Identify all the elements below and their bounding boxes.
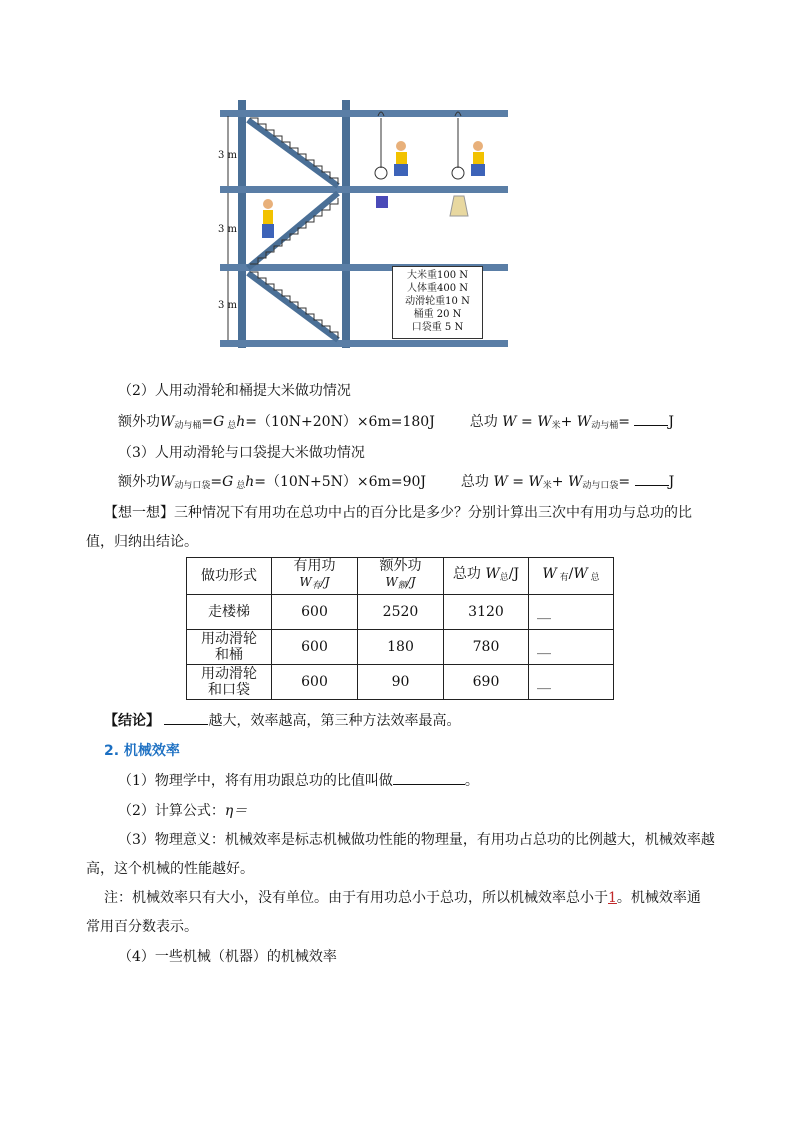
useful-cell: 600 [272,595,358,630]
weights-legend [392,266,483,339]
legend-line: 动滑轮重10 N [405,296,470,307]
row-label: 走楼梯 [187,595,272,630]
note-line-2: 常用百分数表示。 [86,919,198,935]
formula-label: （2）计算公式： [118,803,225,819]
legend-line: 大米重100 N [406,270,468,281]
ratio-cell[interactable]: __ [529,665,614,700]
total-cell: 780 [444,630,529,665]
table-row [187,665,614,700]
note-text: 注：机械效率只有大小，没有单位。由于有用功总小于总功，所以机械效率总小于 [104,890,608,906]
eta-symbol: η＝ [224,803,248,819]
formula-line [118,800,247,820]
meaning-line-1: （3）物理意义：机械效率是标志机械做功性能的物理量，有用功占总功的比例越大，机械效率越 [118,832,715,848]
table-row [187,630,614,665]
table-row [187,595,614,630]
examples-line: （4）一些机械（机器）的机械效率 [118,949,337,965]
conclusion-label: 【结论】 [104,713,160,729]
ratio-cell[interactable]: __ [529,630,614,665]
conclusion-text: 越大，效率越高，第三种方法效率最高。 [208,713,461,729]
work-table [186,557,614,700]
extra-cell: 2520 [358,595,444,630]
case3-title: （3）人用动滑轮与口袋提大米做功情况 [118,445,365,461]
header-cell: W $_有$/W $_总$ [529,558,614,595]
row-label: 用动滑轮 和桶 [187,630,272,665]
definition-text: （1）物理学中，将有用功跟总功的比值叫做 [118,773,393,789]
ratio-cell[interactable]: __ [529,595,614,630]
meaning-line-2: 高，这个机械的性能越好。 [86,861,254,877]
case3-extra-formula: （10N+5N）×6m=90J [265,474,426,490]
definition-blank[interactable] [393,772,465,785]
header-cell: 做功形式 [187,558,272,595]
case3-formula-line: 额外功$W_{动与口袋}=G$ $_总$h=（10N+5N）×6m=90J 总功 $W = W_米+ W_{动与口袋}= J$ [118,474,675,491]
useful-cell: 600 [272,630,358,665]
case2-total-label: 总功 [469,414,498,430]
case3-extra-prefix: 额外功 [118,474,160,490]
case2-extra-formula: （10N+20N）×6m=180J [256,414,435,430]
section-heading: 2. 机械效率 [104,743,180,759]
case2-total-unit: J [668,414,675,430]
conclusion-line [104,710,460,730]
definition-line [118,770,479,790]
row-label: 用动滑轮 和口袋 [187,665,272,700]
case3-total-unit: J [668,474,675,490]
height-label-bottom: 3 m [218,300,238,311]
case2-title: （2）人用动滑轮和桶提大米做功情况 [118,383,351,399]
case2-formula-line: 额外功$W_{动与桶}=G$ $_总$h=（10N+20N）×6m=180J 总功 $W = W_米+ W_{动与桶}= J$ [118,414,675,431]
legend-line: 桶重 20 N [413,309,462,320]
note-number: 1 [608,890,617,906]
height-label-top: 3 m [218,150,238,161]
note-line-1 [104,887,701,907]
total-cell: 3120 [444,595,529,630]
case3-total-blank[interactable] [635,473,669,486]
conclusion-blank[interactable] [164,712,208,725]
header-cell: 额外功 $W_额/J$ [358,558,444,595]
case2-total-blank[interactable] [634,413,668,426]
legend-line: 人体重400 N [406,283,468,294]
table-header-row [187,558,614,595]
think-line-1: 【想一想】三种情况下有用功在总功中占的百分比是多少？分别计算出三次中有用功与总功的比 [104,505,692,521]
climbing-person [262,199,274,238]
legend-line: 口袋重 5 N [411,322,464,333]
definition-end: 。 [464,773,479,789]
extra-cell: 90 [358,665,444,700]
think-line-2: 值，归纳出结论。 [86,534,198,550]
header-cell: 有用功 $W_有/J$ [272,558,358,595]
header-cell: 总功 $W_总/J$ [444,558,529,595]
extra-cell: 180 [358,630,444,665]
useful-cell: 600 [272,665,358,700]
case3-total-label: 总功 [460,474,489,490]
case2-extra-prefix: 额外功 [118,414,160,430]
total-cell: 690 [444,665,529,700]
height-label-middle: 3 m [218,224,238,235]
note-text-end: 。机械效率通 [616,890,701,906]
